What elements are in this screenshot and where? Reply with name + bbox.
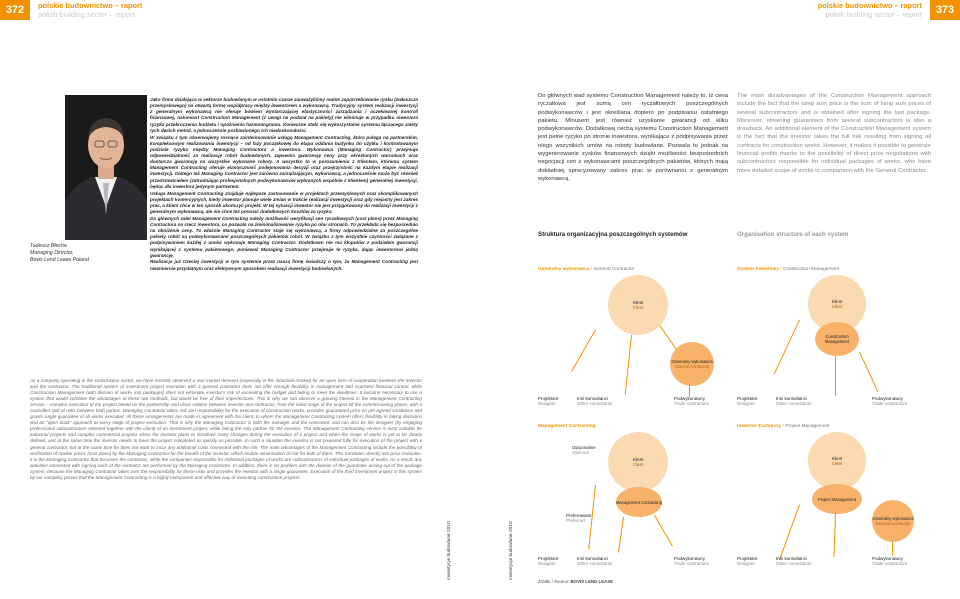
client-circle: Klient Client <box>608 275 668 335</box>
connector-line <box>834 513 836 557</box>
connector-line <box>859 352 878 392</box>
source-note: Źródło / Source: BOVIS LEND LEASE <box>538 579 614 584</box>
connector-line <box>779 505 800 560</box>
caption-name: Tadeusz Błecha <box>30 243 67 249</box>
diagram-section-title-en: Organisation structure of each system <box>737 231 849 238</box>
construction-management-circle: Construction Management <box>815 322 859 356</box>
interview-text-en: As a company operating in the construction sector, we have recently observed a real market demand (especially in the industrial market) for an open form of cooperation between the investor and the contractor. The traditional system of investment project execution with a general contractor does not offer enough flexibility in management and expected financial control, while Construction Management (with division of works into packages) does not eliminate investor's risk of exceeding the budget and failing to meet the deadlines. It became necessary to use a system that would combine the advantages of these two methods, but would be free of their imperfections. This is why we can observe a growing interest in the Management Contracting service – complex execution of the project based on the partnership and close relation between investor and contractor, from the initial stage of the project till the commissioning phase, with a controlled split of risks between both parties. Managing Contractor takes risk and responsibility for the execution of construction works, provides guaranteed price on pre-agreed conditions and grants single guarantee of all works executed. All these arrangements are made in agreement with the client, to whom the Management Contracting system offers flexibility in taking decisions and an "open book" approach at every stage of project execution. That is why the Managing Contractor is both the manager and the contractor, and can also be the designer (by engaging professional subcontractors selected together with the client) of an investment project, while being the only partner for the investor. The Management Contracting service is most suitable for industrial projects and complex commercial projects when the investor plans to introduce many changes during the execution of a project and when the scope of works is yet to be clearly defined, and at the same time the investor needs to have the project completed as quickly as possible. In such a situation the investor is not prepared fully for execution of the project with a general contractor, but at the same time he does not want to incur any additional costs connected with the risk. The main advantages of the Management Contracting include the possibility of verification of market prices (cost plans) by the Managing Contractor for the benefit of the investor, which enable minimisation of risk for both of them. This translates directly into price reduction. It is the Managing Contractor that becomes the contractor, while the companies responsible for individual packages of works are subcontractors of individual packages of works. As a result, any activities connected with signing each of the contracts are performed by the Managing Contractor. In addition, there is no problem with the division of the guarantee arising out of the package system, because the Managing Contractor takes over the responsibility for these risks and provides the investor with a single guarantee. Execution of the third investment project in this system by our company proves that the Management Contracting is a highly transparent and effective way of executing construction projects. <box>30 378 422 480</box>
connector-line <box>654 515 673 547</box>
other-consultants-node: Inni konsultanci Other consultants <box>776 396 812 407</box>
client-circle: Klient Client <box>808 275 866 333</box>
diagram-label-mc: Management Contracting <box>538 424 596 429</box>
diagram-section-title-pl: Struktura organizacyjna poszczególnych systemów <box>538 231 688 238</box>
article-text-pl: Do głównych wad systemu Construction Management należy to, iż cena ryczałtowa jest sumą cen ryczałtowych poszczególnych podwykonawców i jest określana dopiero po podpisaniu ostatniego pakietu. Minusem jest również uzyskanie gwarancji od kilku podwykonawców. Dodatkową cechą systemu Construction Management jest pełne ryzyko po stronie inwestora, wynikające z podpisywania przez niego wszystkich umów na roboty budowlane. Pozwala to jednak na wygenerowanie zysków finansowych dzięki możliwości bezpośrednich negocjacji cen z wykonawcami poszczególnych pakietów, których mają dokładniej sprecyzowany zakres prac w porównaniu z generalnym wykonawcą. <box>538 93 728 182</box>
other-consultants-node: Inni konsultanci Other consultants <box>776 556 812 567</box>
connector-line <box>835 356 836 396</box>
trade-contractors-node: Podwykonawcy Trade contractors <box>674 556 710 567</box>
general-contractor-circle: Generalny wykonawca General Contractor <box>670 342 714 386</box>
connector-line <box>618 517 624 553</box>
trade-contractors-node: Podwykonawcy Trade contractors <box>674 396 710 407</box>
client-circle: Klient Client <box>808 432 866 490</box>
connector-line <box>892 542 893 556</box>
connector-line <box>625 335 632 395</box>
caption-company: Bovis Lend Lease Poland <box>30 257 89 263</box>
client-circle: Klient Client <box>608 432 668 492</box>
portrait-illustration <box>65 95 147 240</box>
interview-paragraph: Realizacja już trzeciej inwestycji w tym systemie przez naszą firmę świadczy o tym, że Management Contracting jest niezmiernie przydatnym oraz efektywnym sposobem realizacji inwestycji budowlanych. <box>150 259 418 271</box>
diagram-label-agent: Inwestor Zastępczy / Project Management <box>737 424 830 429</box>
designer-node: Projektant Designer <box>737 556 758 567</box>
interview-paragraph: Jako firma działająca w sektorze budowlanym w ostatnim czasie zauważyliśmy realne zapotrzebowanie rynku (zwłaszcza przemysłowego) na otwartą formę współpracy między inwestorem a wykonawcą. Tradycyjny system realizacji inwestycji z generalnym wykonawcą nie oferuje bowiem wystarczającej elastyczności zarządzania i oczekiwanej kontroli finansowej, natomiast Construction Management (z uwagi na podział na pakiety) nie eliminuje w przypadku inwestora ryzyka przekroczenia budżetu i opóźnienia harmonogramu. Konieczne stało się wykorzystanie systemu łączącego zalety tych dwóch metod, a jednocześnie pozbawionego ich niedoskonałości. <box>150 97 418 133</box>
interview-paragraph: Do głównych zalet Management Contracting należy możliwość weryfikacji cen ryczałtowych (cost plans) przez Managing Contractora na rzecz inwestora, co pozwala na zminimalizowanie ryzyka po obu stronach. To przekłada się bezpośrednio na obniżenie ceny. To właśnie Managing Contractor staje się wykonawcą, a firmy odpowiedzialne za poszczególne pakiety robót są podwykonawcami poszczególnych pakietów robót. W związku z tym wszystkie czynności związane z podpisywaniem każdej z umów wykonuje Managing Contractor. Dodatkowo nie ma kłopotów z podziałem gwarancji wynikającej z systemu pakietowego, ponieważ Managing Contractor przejmuje te ryzyka, dając inwestorowi jedną gwarancję. <box>150 215 418 258</box>
spine-label-left: inwestycje budowlane 2010 <box>447 521 452 580</box>
caption-role: Managing Director, <box>30 250 74 256</box>
running-title-pl: polskie budownictwo – raport <box>38 1 143 10</box>
interview-text-pl <box>150 97 418 272</box>
running-title-en: polish building sector – report <box>38 10 135 19</box>
general-contractor-circle: Generalny wykonawca General Contractor <box>872 500 914 542</box>
portrait-caption <box>30 243 105 264</box>
connector-line <box>659 325 677 350</box>
left-running-header <box>38 1 142 19</box>
designer-node: Projektant Designer <box>538 396 559 407</box>
trade-contractors-node: Podwykonawcy Trade contractors <box>872 396 908 407</box>
diagram-label-package: System Pakietowy / Construction Management <box>737 267 840 272</box>
portrait-photo <box>65 95 147 240</box>
spine-label-right: inwestycje budowlane 2010 <box>509 521 514 580</box>
other-consultants-node: Inni konsultanci Other consultants <box>577 396 613 407</box>
connector-line <box>774 320 800 375</box>
trade-contractors-node: Podwykonawcy Trade contractors <box>872 556 908 567</box>
project-management-circle: Project Management <box>812 484 862 514</box>
preferred-note: Preferowane Preferred <box>566 513 592 524</box>
right-page-number: 373 <box>930 0 960 20</box>
article-text-en: The main disadvantages of the Construction Management approach include the fact that the lump sum price is the sum of lump sum prices of several subcontractors and is obtained after signing the last package. Moreover, obtaining guarantees from several subcontractors is also a drawback. An additional element of the Construction Management system is the fact that the investor takes the full risk resulting from signing all contracts for construction works. However, it makes it possible to generate financial profits thanks to the possibility of direct price negotiations with subcontractors responsible for individual packages of works, who have more detailed scope of works in comparison with the General Contractor. <box>737 93 931 174</box>
left-page-number: 372 <box>0 0 30 20</box>
other-consultants-node: Inni konsultanci Other consultants <box>577 556 613 567</box>
running-title-en: polish building sector – report <box>825 10 922 19</box>
interview-paragraph: Usługa Management Contracting znajduje najlepsze zastosowanie w projektach przemysłowych oraz skomplikowanych projektach komercyjnych, kiedy inwestor planuje wiele zmian w trakcie realizacji inwestycji oraz gdy niejasny jest zakres prac, a klient chce w ten sposób ukończyć projekt. W tej sytuacji inwestor nie jest przygotowany do realizacji inwestycji z generalnym wykonawcą, ale nie chce też ponosić dodatkowych kosztów za ryzyko. <box>150 190 418 214</box>
optional-note: Opcjonalnie Optional <box>572 445 596 456</box>
running-title-pl: polskie budownictwo – raport <box>817 1 922 10</box>
right-running-header <box>818 1 922 19</box>
connector-line <box>571 330 596 372</box>
designer-node: Projektant Designer <box>538 556 559 567</box>
management-contracting-circle: Management Contracting <box>616 487 662 517</box>
designer-node: Projektant Designer <box>737 396 758 407</box>
diagram-label-general: Generalny wykonawca / General Contractor <box>538 267 635 272</box>
interview-paragraph: W związku z tym obserwujemy rosnące zainteresowanie usługą Management Contracting, która polega na partnerskim, kompleksowym realizowaniu inwestycji – od fazy początkowej do etapu oddania budynku do użytku i kontrolowanym podziale ryzyka między Managing Contractora a inwestora. Wykonawca (Managing Contractor) przejmuje odpowiedzialność za realizację robót budowlanych, zapewnia gwarancję ceny przy określonych warunkach oraz dostarcza gwarancję na wszystkie wykonane roboty. A wszystko to w porozumieniu z Klientem, któremu system Management Contracting oferuje elastyczność podejmowania decyzji oraz przejrzystość na każdym etapie realizacji inwestycji. Dlatego też Managing Contractor jest zarówno zarządzającym, wykonawcą, a jednocześnie może być również przedstawicielem (zatrudniając profesjonalnych podwykonawców wybranych wspólnie z klientem) generalnej inwestycji, będąc dla inwestora jedynym partnerem. <box>150 134 418 189</box>
